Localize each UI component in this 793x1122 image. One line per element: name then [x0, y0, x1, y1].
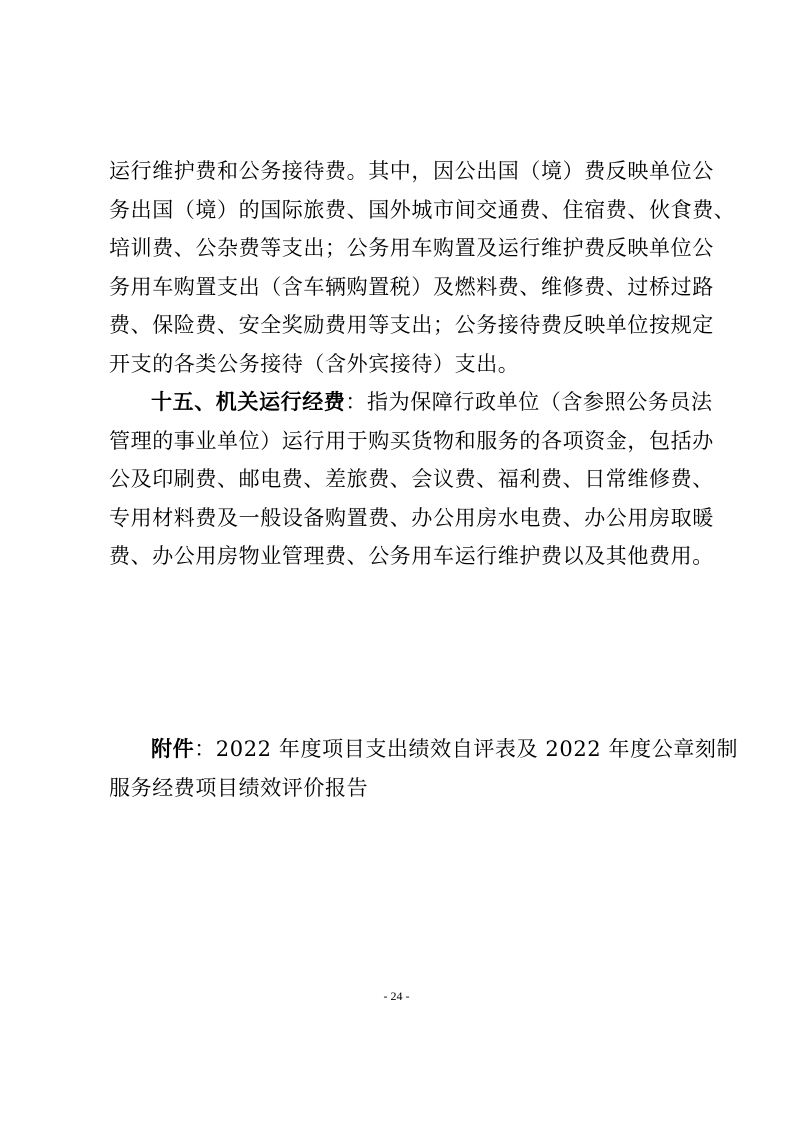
section-15-heading: 十五、机关运行经费 [151, 390, 346, 414]
paragraph-line: 专用材料费及一般设备购置费、办公用房水电费、办公用房取暖 [109, 505, 714, 530]
page-number: - 24 - [383, 989, 410, 1003]
paragraph-line: 公及印刷费、邮电费、差旅费、会议费、福利费、日常维修费、 [109, 467, 714, 491]
paragraph-line: 运行维护费和公务接待费。其中，因公出国（境）费反映单位公 [109, 159, 714, 183]
paragraph-line: 费、保险费、安全奖励费用等支出；公务接待费反映单位按规定 [109, 313, 714, 337]
section-15-first-line-text: ：指为保障行政单位（含参照公务员法 [345, 390, 713, 414]
attachment-paragraph [109, 730, 739, 807]
attachment-first-line [109, 730, 739, 769]
paragraph-line: 开支的各类公务接待（含外宾接待）支出。 [109, 351, 520, 376]
attachment-first-line-text: ：2022 年度项目支出绩效自评表及 2022 年度公章刻制 [194, 737, 739, 761]
paragraph-line: 务用车购置支出（含车辆购置税）及燃料费、维修费、过桥过路 [109, 274, 714, 299]
paragraph-continuation [109, 152, 736, 383]
section-15-first-line [109, 383, 713, 422]
section-15-paragraph [109, 383, 714, 576]
attachment-label: 附件 [151, 737, 195, 761]
paragraph-line: 管理的事业单位）运行用于购买货物和服务的各项资金，包括办 [109, 428, 714, 453]
paragraph-line: 务出国（境）的国际旅费、国外城市间交通费、住宿费、伙食费、 [109, 197, 736, 222]
paragraph-line: 费、办公用房物业管理费、公务用车运行维护费以及其他费用。 [109, 544, 714, 568]
attachment-second-line: 服务经费项目绩效评价报告 [109, 775, 369, 800]
paragraph-line: 培训费、公杂费等支出；公务用车购置及运行维护费反映单位公 [109, 236, 714, 260]
